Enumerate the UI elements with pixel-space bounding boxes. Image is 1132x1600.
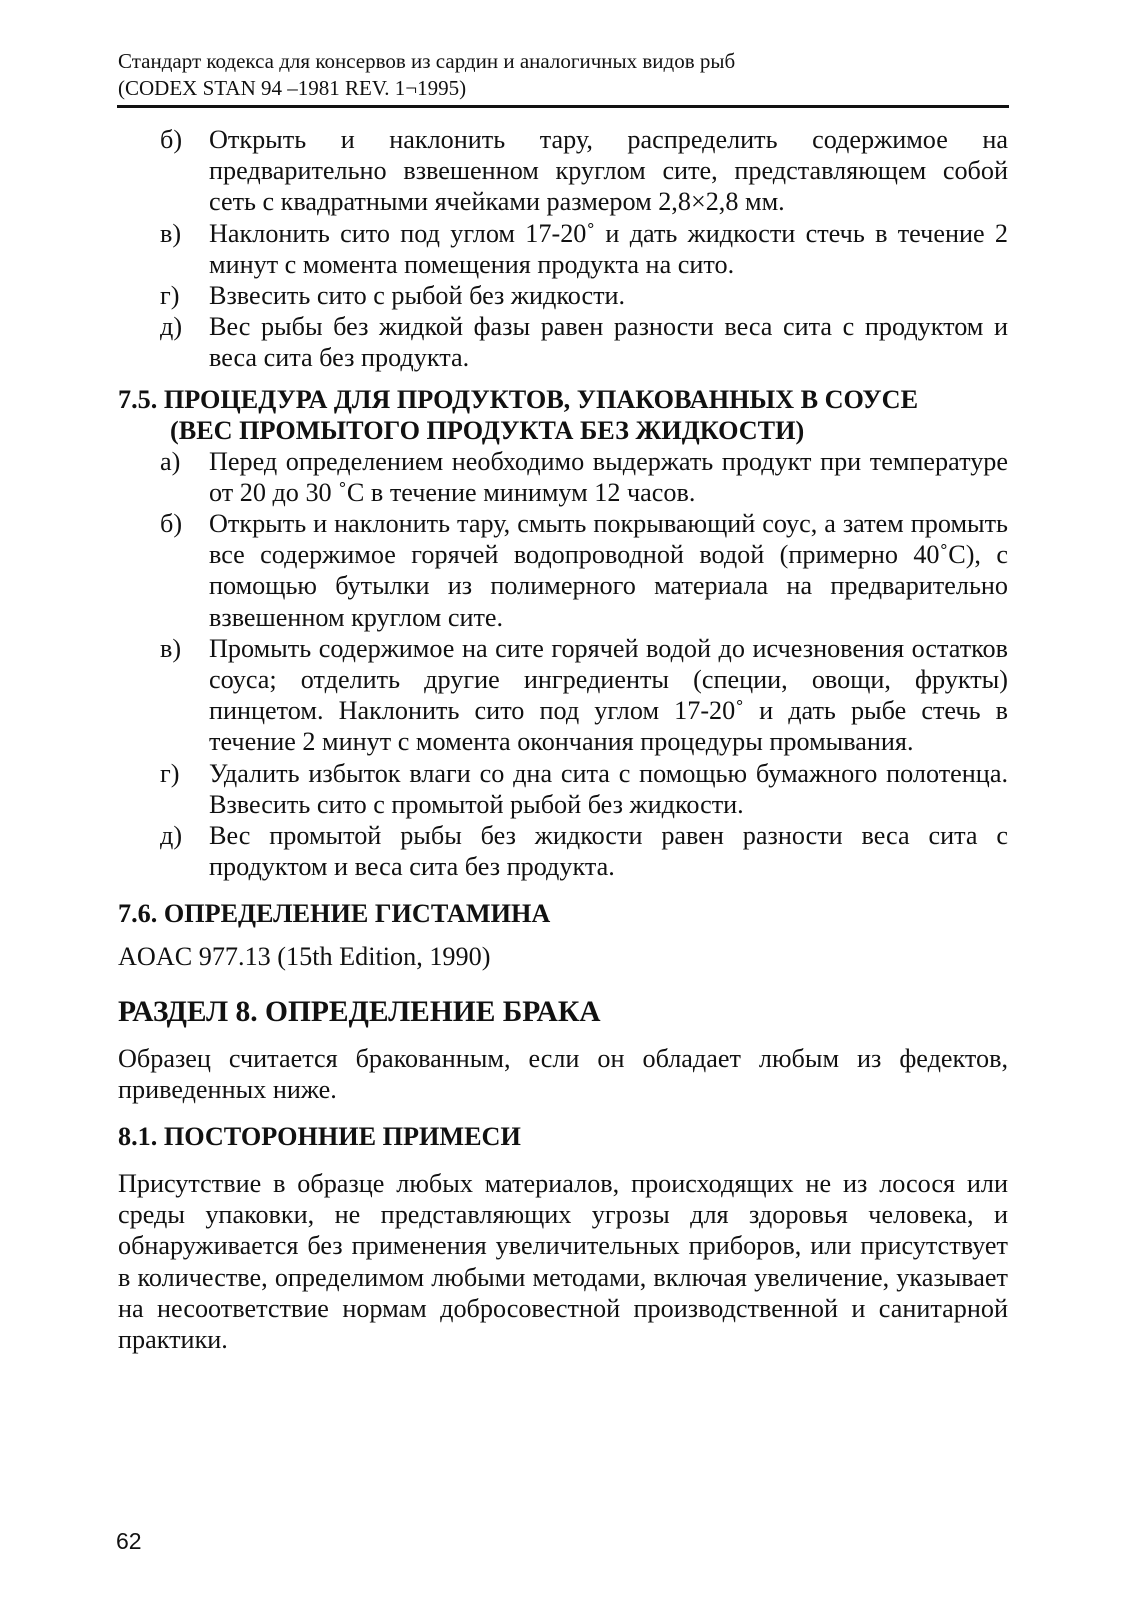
list-item-marker: г): [160, 281, 180, 311]
section-7-5-title-line-1: 7.5. ПРОЦЕДУРА ДЛЯ ПРОДУКТОВ, УПАКОВАННЫХ В СОУСЕ: [118, 384, 919, 414]
section-7-5-heading: [118, 384, 1008, 446]
running-header-line-2: (CODEX STAN 94 –1981 REV. 1¬1995): [118, 76, 467, 100]
section-8-text: Образец считается бракованным, если он обладает любым из федектов, приведенных ниже.: [118, 1043, 1008, 1104]
running-header-line-1: Стандарт кодекса для консервов из сардин и аналогичных видов рыб: [118, 49, 736, 73]
list-item-text: Открыть и наклонить тару, смыть покрывающий соус, а затем промыть все содержимое горячей водопроводной водой (примерно 40˚С), с помощью бутылки из полимерного материала на предварительно взвешенном круглом сите.: [209, 509, 1008, 632]
sauce-procedure-list: [118, 446, 1008, 883]
list-item-marker: в): [160, 633, 182, 663]
list-item-text: Перед определением необходимо выдержать продукт при температуре от 20 до 30 ˚С в течение минимум 12 часов.: [209, 446, 1008, 507]
list-item-marker: д): [160, 312, 183, 342]
list-item: [118, 218, 1008, 280]
method-steps-list: [118, 124, 1008, 374]
page-body: [118, 124, 1008, 1355]
header-rule: [117, 105, 1009, 108]
list-item-text: Удалить избыток влаги со дна сита с помощью бумажного полотенца. Взвесить сито с промытой рыбой без жидкости.: [209, 758, 1008, 819]
list-item-text: Вес промытой рыбы без жидкости равен разности веса сита с продуктом и веса сита без продукта.: [209, 821, 1008, 882]
list-item-marker: д): [160, 821, 183, 851]
list-item-marker: б): [160, 125, 183, 154]
list-item-marker: г): [160, 758, 180, 788]
list-item-text: Открыть и наклонить тару, распределить содержимое на предварительно взвешенном круглом сите, представляющем собой сеть с квадратными ячейками размером 2,8×2,8 мм.: [209, 125, 1008, 217]
list-item: [118, 758, 1008, 820]
section-8-1-text: Присутствие в образце любых материалов, происходящих не из лосося или среды упаковки, не представляющих угрозы для здоровья человека, и обнаруживается без применения увеличительных приборов, или присутствует в количестве, определимом любыми методами, включая увеличение, указывает на несоответствие нормам добросовестной производственной и санитарной практики.: [118, 1169, 1008, 1355]
list-item: [118, 508, 1008, 633]
list-item: [118, 446, 1008, 508]
list-item: [118, 311, 1008, 373]
section-8-1-heading: 8.1. ПОСТОРОННИЕ ПРИМЕСИ: [118, 1122, 521, 1152]
list-item: [118, 633, 1008, 758]
list-item: [118, 124, 1008, 218]
list-item-text: Наклонить сито под углом 17-20˚ и дать жидкости стечь в течение 2 минут с момента помещения продукта на сито.: [209, 218, 1008, 279]
list-item-text: Вес рыбы без жидкой фазы равен разности веса сита с продуктом и веса сита без продукта.: [209, 312, 1008, 373]
section-8-heading: РАЗДЕЛ 8. ОПРЕДЕЛЕНИЕ БРАКА: [118, 995, 601, 1028]
section-7-6-text: AOAC 977.13 (15th Edition, 1990): [118, 942, 491, 972]
list-item-marker: б): [160, 509, 183, 539]
list-item-marker: в): [160, 218, 182, 248]
list-item: [118, 820, 1008, 882]
section-7-5-title-line-2: (ВЕС ПРОМЫТОГО ПРОДУКТА БЕЗ ЖИДКОСТИ): [170, 415, 805, 445]
running-header: [118, 48, 1008, 102]
page-number: 62: [116, 1528, 142, 1554]
list-item-text: Взвесить сито с рыбой без жидкости.: [209, 281, 626, 311]
list-item-text: Промыть содержимое на сите горячей водой до исчезновения остатков соуса; отделить другие ингредиенты (специи, овощи, фрукты) пинцетом. Наклонить сито под углом 17-20˚ и дать рыбе стечь в течение 2 минут с момента окончания процедуры промывания.: [209, 633, 1008, 757]
list-item: [118, 280, 1008, 311]
section-7-6-heading: 7.6. ОПРЕДЕЛЕНИЕ ГИСТАМИНА: [118, 899, 551, 929]
list-item-marker: а): [160, 446, 181, 476]
